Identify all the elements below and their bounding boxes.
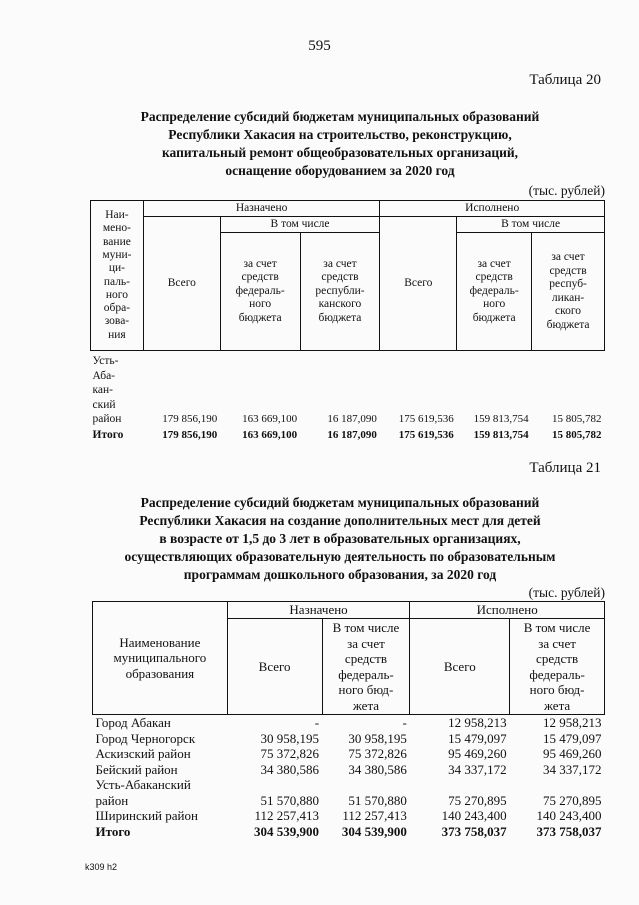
row-name: Усть- Аба- кан- ский район <box>92 355 122 425</box>
cell-value: 373 758,037 <box>441 823 507 839</box>
table-21-units: (тыс. рублей) <box>528 585 605 600</box>
table-20-label: Таблица 20 <box>529 72 601 88</box>
title-line: Распределение субсидий бюджетам муниципальных образований <box>140 109 540 124</box>
table-21-title <box>60 494 620 584</box>
cell-value: 159 813,754 <box>473 413 529 425</box>
cell-value: - <box>402 715 407 730</box>
header-executed: Исполнено <box>380 201 605 217</box>
cell-value: 140 243,400 <box>536 808 602 823</box>
cell-value: 75 270,895 <box>543 792 602 808</box>
header-assigned-federal: за счет средств федераль- ного бюджета <box>220 233 300 351</box>
cell-value: 112 257,413 <box>342 808 407 823</box>
footer-code: k309 h2 <box>85 862 118 872</box>
table-21-label: Таблица 21 <box>529 460 601 476</box>
row-name: Аскизский район <box>95 746 191 761</box>
table-21 <box>92 601 605 839</box>
title-line: программам дошкольного образования, за 2020 год <box>183 567 497 582</box>
header-assigned-republic: за счет средств республи- канского бюджета <box>300 233 380 351</box>
header-assigned: Назначено <box>143 201 380 217</box>
row-name: Город Черногорск <box>95 730 196 746</box>
header-name: Наименование муниципального образования <box>93 602 228 715</box>
cell-value: 34 380,586 <box>348 761 407 777</box>
header-assigned-federal: В том числе за счет средств федераль- ного бюд- жета <box>322 619 410 715</box>
cell-value: 30 958,195 <box>260 730 320 746</box>
cell-value: 34 337,172 <box>448 761 507 777</box>
cell-value: 12 958,213 <box>543 715 602 730</box>
cell-value: 15 805,782 <box>552 429 602 441</box>
cell-value: 179 856,190 <box>162 413 218 425</box>
cell-value: 179 856,190 <box>162 429 218 441</box>
header-executed-republic: за счет средств респуб- ликан- ского бюджета <box>532 233 605 351</box>
cell-value: 30 958,195 <box>348 730 407 746</box>
cell-value: 51 570,880 <box>348 792 407 808</box>
table-row-total <box>93 824 605 840</box>
cell-value: 16 187,090 <box>327 429 377 441</box>
cell-value: 15 479,097 <box>448 730 507 746</box>
header-executed-total: Всего <box>380 217 457 351</box>
table-row <box>93 731 605 747</box>
row-name: Город Абакан <box>95 715 171 730</box>
cell-value: 163 669,100 <box>242 429 298 441</box>
table-row <box>91 351 605 427</box>
table-20-title <box>60 108 620 180</box>
header-assigned-including: В том числе <box>220 217 380 233</box>
cell-value: 12 958,213 <box>448 715 507 730</box>
cell-value: 51 570,880 <box>260 792 320 808</box>
cell-value: 16 187,090 <box>327 413 377 425</box>
title-line: капитальный ремонт общеобразовательных организаций, <box>161 145 519 160</box>
title-line: Распределение субсидий бюджетам муниципальных образований <box>140 495 540 510</box>
cell-value: 140 243,400 <box>441 808 507 823</box>
row-name: Итого <box>92 429 124 441</box>
cell-value: 75 270,895 <box>448 792 507 808</box>
cell-value: 175 619,536 <box>398 429 454 441</box>
page-number: 595 <box>308 38 331 54</box>
cell-value: 175 619,536 <box>398 413 454 425</box>
row-name: Ширинский район <box>95 808 198 823</box>
cell-value: 75 372,826 <box>260 746 320 761</box>
header-executed-federal: В том числе за счет средств федераль- ного бюд- жета <box>510 619 605 715</box>
row-name: Бейский район <box>95 761 178 777</box>
cell-value: 95 469,260 <box>543 746 602 761</box>
header-name: Наи- мено- вание муни- ци- паль- ного обра- зова- ния <box>91 201 144 351</box>
title-line: Республики Хакасия на создание дополнительных мест для детей <box>139 513 541 528</box>
title-line: осуществляющих образовательную деятельность по образовательным <box>124 549 556 564</box>
cell-value: 75 372,826 <box>348 746 407 761</box>
header-executed-including: В том числе <box>457 217 605 233</box>
cell-value: 304 539,900 <box>341 823 407 839</box>
cell-value: 34 380,586 <box>260 761 320 777</box>
cell-value: 95 469,260 <box>448 746 507 761</box>
cell-value: 34 337,172 <box>543 761 602 777</box>
table-row <box>93 715 605 731</box>
table-row <box>93 808 605 824</box>
row-name: Усть-Абаканский район <box>95 777 191 808</box>
table-20-units: (тыс. рублей) <box>528 183 605 198</box>
title-line: в возрасте от 1,5 до 3 лет в образовательных организациях, <box>159 531 521 546</box>
header-assigned-total: Всего <box>227 619 322 715</box>
table-row-total <box>91 427 605 443</box>
title-line: Республики Хакасия на строительство, реконструкцию, <box>168 127 512 142</box>
cell-value: 304 539,900 <box>254 823 320 839</box>
title-line: оснащение оборудованием за 2020 год <box>225 163 455 178</box>
header-executed-total: Всего <box>410 619 510 715</box>
cell-value: - <box>314 715 320 730</box>
cell-value: 373 758,037 <box>536 823 602 839</box>
cell-value: 163 669,100 <box>242 413 298 425</box>
header-assigned-total: Всего <box>143 217 220 351</box>
cell-value: 15 805,782 <box>552 413 602 425</box>
header-executed-federal: за счет средств федераль- ного бюджета <box>457 233 532 351</box>
cell-value: 15 479,097 <box>543 730 602 746</box>
cell-value: 159 813,754 <box>473 429 529 441</box>
row-name: Итого <box>95 823 131 839</box>
table-row <box>93 777 605 808</box>
cell-value: 112 257,413 <box>254 808 320 823</box>
table-20 <box>90 200 605 443</box>
table-row <box>93 762 605 778</box>
table-row <box>93 746 605 762</box>
header-executed: Исполнено <box>410 602 605 619</box>
header-assigned: Назначено <box>227 602 410 619</box>
